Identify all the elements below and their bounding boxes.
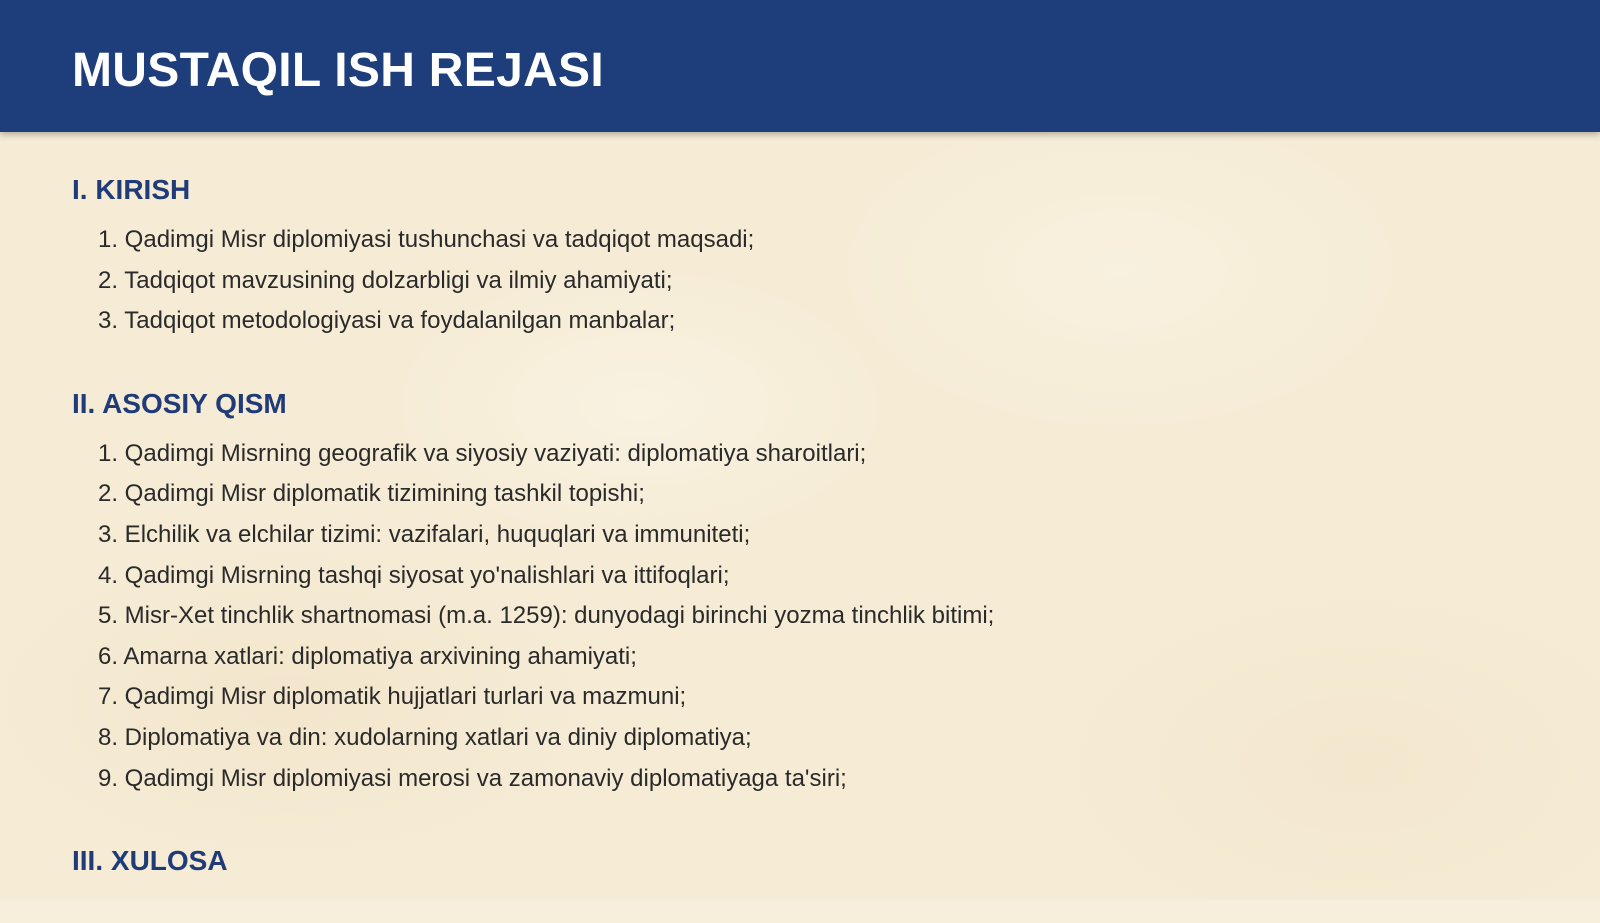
list-item: 2. Tadqiqot mavzusining dolzarbligi va ilmiy ahamiyati;	[98, 266, 673, 294]
section-xulosa	[72, 841, 1552, 881]
list-item: 1. Qadimgi Misrning geografik va siyosiy vaziyati: diplomatiya sharoitlari;	[98, 439, 867, 467]
item-list	[72, 220, 1552, 342]
section-asosiy-qism	[72, 384, 1552, 799]
list-item: 8. Diplomatiya va din: xudolarning xatlari va diniy diplomatiya;	[98, 723, 752, 751]
plan-content	[72, 170, 1552, 923]
title-banner	[0, 0, 1600, 132]
section-kirish	[72, 170, 1552, 342]
list-item: 6. Amarna xatlari: diplomatiya arxivining ahamiyati;	[98, 642, 637, 670]
list-item: 9. Qadimgi Misr diplomiyasi merosi va zamonaviy diplomatiyaga ta'siri;	[98, 764, 847, 792]
list-item: 3. Tadqiqot metodologiyasi va foydalanilgan manbalar;	[98, 307, 676, 335]
section-heading: III. XULOSA	[72, 845, 228, 877]
list-item: 7. Qadimgi Misr diplomatik hujjatlari turlari va mazmuni;	[98, 683, 687, 711]
list-item: 3. Elchilik va elchilar tizimi: vazifalari, huquqlari va immuniteti;	[98, 520, 751, 548]
list-item: 4. Qadimgi Misrning tashqi siyosat yo'nalishlari va ittifoqlari;	[98, 561, 730, 589]
list-item: 5. Misr-Xet tinchlik shartnomasi (m.a. 1259): dunyodagi birinchi yozma tinchlik bitimi;	[98, 602, 995, 630]
section-heading: I. KIRISH	[72, 174, 191, 205]
item-list	[72, 434, 1552, 799]
list-item: 2. Qadimgi Misr diplomatik tizimining tashkil topishi;	[98, 480, 645, 508]
list-item: 1. Qadimgi Misr diplomiyasi tushunchasi va tadqiqot maqsadi;	[98, 226, 755, 253]
page-title: MUSTAQIL ISH REJASI	[72, 44, 604, 97]
section-heading: II. ASOSIY QISM	[72, 387, 287, 419]
